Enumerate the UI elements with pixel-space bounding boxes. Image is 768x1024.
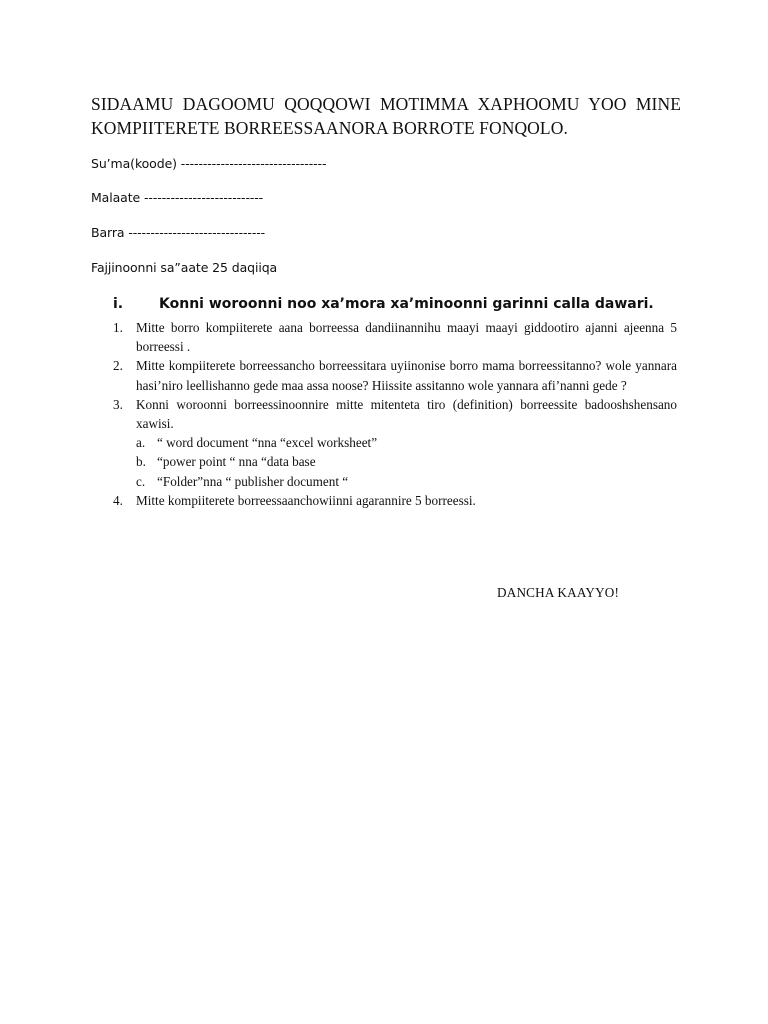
section-heading-text: Konni woroonni noo xa’mora xa’minoonni garinni calla dawari. (159, 296, 654, 312)
document-title: SIDAAMU DAGOOMU QOQQOWI MOTIMMA XAPHOOMU YOO MINE KOMPIITERETE BORREESSAANORA BORROTE FONQOLO. (91, 94, 681, 138)
sub-question-letter: c. (136, 473, 146, 489)
sub-question-text: “ word document “nna “excel worksheet” (157, 435, 378, 451)
question-text: Konni woroonni borreessinoonnire mitte mitenteta tiro (definition) borreessite badooshshensano xawisi. (136, 396, 677, 432)
sub-question-letter: a. (136, 435, 146, 451)
question-number: 4. (113, 492, 123, 508)
question-item (113, 491, 677, 510)
question-item (113, 395, 677, 491)
name-code-field: Su’ma(koode) --------------------------------- (91, 156, 327, 171)
question-text: Mitte borro kompiiterete aana borreessa dandiinannihu maayi maayi giddootiro ajanni ajeenna 5 borreessi . (136, 320, 677, 355)
school-field: Malaate --------------------------- (91, 190, 264, 205)
question-list (113, 318, 677, 510)
sub-question-item (136, 452, 677, 471)
question-number: 1. (113, 320, 123, 335)
closing-remark: DANCHA KAAYYO! (497, 585, 620, 600)
section-heading (113, 293, 713, 315)
question-item (113, 356, 677, 394)
question-item (113, 318, 677, 356)
question-number: 3. (113, 396, 123, 412)
time-allowed-field: Fajjinoonni sa”aate 25 daqiiqa (91, 260, 278, 275)
section-number: i. (113, 296, 124, 312)
question-text: Mitte kompiiterete borreessancho borreessitara uyiinonise borro mama borreessitanno? wole yannara hasi’niro leellishanno gede maa assa noose? Hiissite assitanno wole yannara afi’nanni gede ? (136, 358, 677, 393)
sub-question-text: “power point “ nna “data base (157, 454, 316, 470)
question-text: Mitte kompiiterete borreessaanchowiinni agarannire 5 borreessi. (136, 492, 476, 508)
sub-question-letter: b. (136, 454, 146, 470)
sub-question-list (136, 433, 677, 491)
grade-field: Barra ------------------------------- (91, 225, 266, 240)
sub-question-item (136, 433, 677, 452)
sub-question-item (136, 472, 677, 491)
question-number: 2. (113, 358, 123, 374)
sub-question-text: “Folder”nna “ publisher document “ (157, 473, 349, 489)
